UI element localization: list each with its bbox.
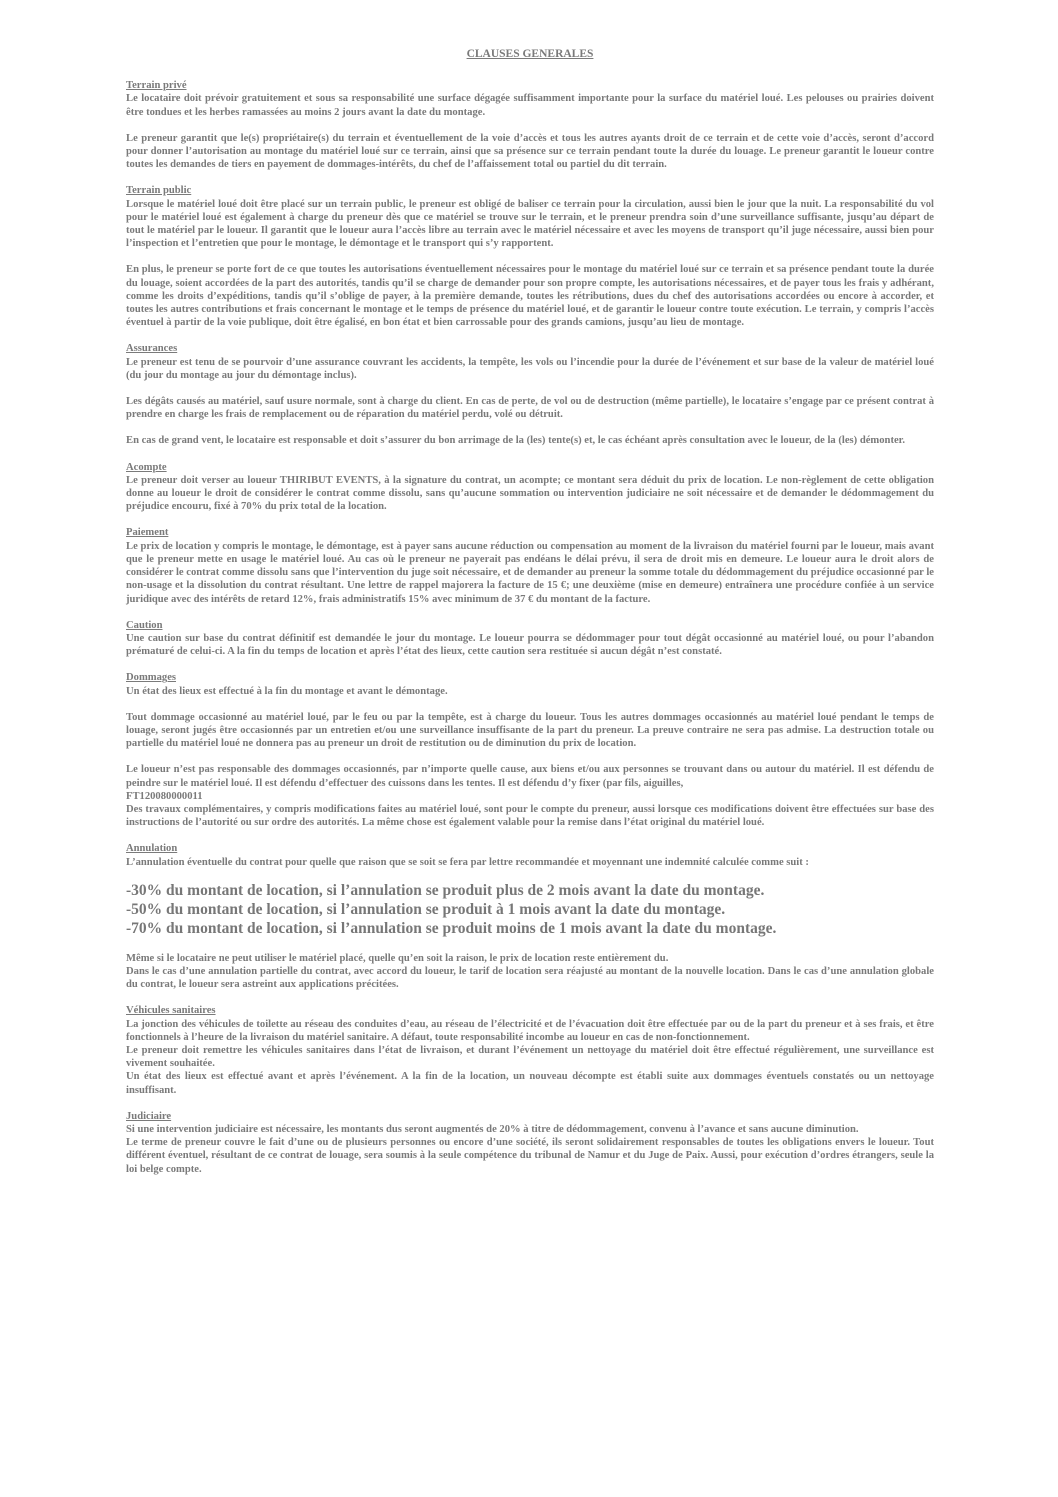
section-heading: Paiement: [126, 527, 169, 539]
section-heading: Dommages: [126, 672, 177, 684]
section-judiciaire: [126, 1110, 934, 1176]
section-heading: Acompte: [126, 461, 167, 473]
document-page: [126, 48, 934, 1189]
section-heading: Annulation: [126, 843, 178, 855]
list-item: -50% du montant de location, si l’annulation se produit à 1 mois avant la date du montage.: [126, 900, 726, 918]
paragraph: La jonction des véhicules de toilette au réseau des conduites d’eau, au réseau de l’électricité et de l’évacuation doit être effectuée par ou de la part du preneur et à ses frais, et être fonctionnels à l’heure de la livraison du matériel sanitaire. A défaut, toute responsabilité incombe au loueur en cas de non-fonctionnement.: [126, 1018, 934, 1043]
paragraph: Le prix de location y compris le montage, le démontage, est à payer sans aucune réduction ou compensation au moment de la livraison du matériel fourni par le loueur, mais avant que le preneur mette en usage le matériel loué. Au cas où le preneur ne payerait pas endéans le délai prévu, il sera de droit mis en demeure. Le loueur aura le droit alors de considérer le contrat comme dissolu sans que l’intervention du juge soit nécessaire, et de demander au preneur la somme totale du dédommagement du préjudice occasionné par le non-usage et la dissolution du contrat résultant. Une lettre de rappel majorera la facture de 15 €; une deuxième (mise en demeure) entraînera une procédure confiée à un service juridique avec des intérêts de retard 12%, frais administratifs 15% avec minimum de 37 € du montant de la facture.: [126, 540, 934, 605]
paragraph: Le preneur garantit que le(s) propriétaire(s) du terrain et éventuellement de la voie d’accès et tous les autres ayants droit de ce terrain et de cette voie d’accès, seront d’accord pour donner l’autorisation au montage du matériel loué sur ce terrain, ainsi que sa présence sur ce terrain pendant toute la durée du louage. Le preneur garantit le loueur contre toutes les demandes de tiers en payement de dommages-intérêts, du chef de l’affaissement total ou partiel du dit terrain.: [126, 132, 934, 171]
cancellation-fee-list: [126, 881, 934, 938]
paragraph: En cas de grand vent, le locataire est responsable et doit s’assurer du bon arrimage de la (les) tente(s) et, le cas échéant après consultation avec le loueur, de la (les) démonter.: [126, 435, 906, 447]
section-heading: Caution: [126, 619, 163, 631]
paragraph: Le terme de preneur couvre le fait d’une ou de plusieurs personnes ou encore d’une société, ils seront solidairement responsables de toutes les obligations envers le loueur. Tout différent éventuel, résultant de ce contrat de louage, sera soumis à la seule compétence du tribunal de Namur et du Juge de Paix. Aussi, pour exécution d’ordres étrangers, seule la loi belge compte.: [126, 1137, 934, 1175]
paragraph: Même si le locataire ne peut utiliser le matériel placé, quelle qu’en soit la raison, le prix de location reste entièrement du.: [126, 952, 669, 964]
page-title: CLAUSES GENERALES: [466, 48, 594, 60]
paragraph: Le preneur doit verser au loueur THIRIBUT EVENTS, à la signature du contrat, un acompte; ce montant sera déduit du prix de location. Le non-règlement de cette obligation donne au loueur le droit de considérer le contrat comme dissolu, sans qu’aucune sommation ou intervention judiciaire ne soit nécessaire et de demander le dédommagement du préjudice encouru, fixé à 70% du prix total de la location.: [126, 474, 934, 513]
paragraph: Un état des lieux est effectué à la fin du montage et avant le démontage.: [126, 685, 448, 697]
paragraph: Un état des lieux est effectué avant et après l’événement. A la fin de la location, un nouveau décompte est établi suite aux dommages éventuels constatés ou un nettoyage insuffisant.: [126, 1071, 934, 1096]
document-reference: FT120080000011: [126, 790, 203, 802]
paragraph: Si une intervention judiciaire est nécessaire, les montants dus seront augmentés de 20% à titre de dédommagement, convenu à l’avance et sans aucune diminution.: [126, 1123, 859, 1135]
section-vehicules-sanitaires: [126, 1004, 934, 1096]
section-heading: Véhicules sanitaires: [126, 1005, 216, 1017]
section-paiement: [126, 526, 934, 605]
section-terrain-public: [126, 184, 934, 329]
paragraph: En plus, le preneur se porte fort de ce que toutes les autorisations éventuellement nécessaires pour le montage du matériel loué sur ce terrain et sa présence pendant toute la durée du louage, soient accordées de la part des autorités, tandis qu’il se charge de demander pour son propre compte, les autorisations nécessaires, et de payer tous les frais y adhérant, comme les droits d’expéditions, tandis qu’il s’oblige de payer, à la première demande, toutes les rétributions, dues du chef des autorisations accordées ou encore à accorder, et toutes les autres contributions et frais concernant le montage et le temps de présence du matériel loué, et de garantir le loueur contre toute exécution. Le terrain, y compris l’accès éventuel à partir de la voie publique, doit être égalisé, en bon état et bien carrossable pour des grands camions, jusqu’au lieu de montage.: [126, 264, 934, 329]
section-acompte: [126, 461, 934, 514]
section-heading: Terrain privé: [126, 80, 187, 92]
section-heading: Assurances: [126, 343, 178, 355]
paragraph: Dans le cas d’une annulation partielle du contrat, avec accord du loueur, le tarif de location sera réajusté au montant de la nouvelle location. Dans le cas d’une annulation globale du contrat, le loueur sera astreint aux applications précitées.: [126, 965, 934, 991]
paragraph: Une caution sur base du contrat définitif est demandée le jour du montage. Le loueur pourra se dédommager pour tout dégât occasionné au matériel loué, ou pour l’abandon prématuré de celui-ci. A la fin du temps de location et après l’état des lieux, cette caution sera restituée si aucun dégât n’est constaté.: [126, 632, 934, 658]
paragraph: Le preneur est tenu de se pourvoir d’une assurance couvrant les accidents, la tempête, les vols ou l’incendie pour la durée de l’événement et sur base de la valeur de matériel loué (du jour du montage au jour du démontage inclus).: [126, 356, 934, 381]
list-item: -70% du montant de location, si l’annulation se produit moins de 1 mois avant la date du montage.: [126, 919, 777, 937]
paragraph: Le loueur n’est pas responsable des dommages occasionnés, par n’importe quelle cause, aux biens et/ou aux personnes se trouvant dans ou autour du matériel. Il est défendu de peindre sur le matériel loué. Il est défendu d’effectuer des cuissons dans les tentes. Il est défendu d’y fixer (par fils, aiguilles,: [126, 764, 934, 789]
section-terrain-prive: [126, 79, 934, 171]
list-item: -30% du montant de location, si l’annulation se produit plus de 2 mois avant la date du montage.: [126, 881, 765, 899]
paragraph: Tout dommage occasionné au matériel loué, par le feu ou par la tempête, est à charge du loueur. Tous les autres dommages occasionnés au matériel loué pendant le temps de louage, seront jugés être occasionnés par un entretien et/ou une surveillance insuffisante de la part du preneur. La preuve contraire ne sera pas admise. La destruction totale ou partielle du matériel loué ne donnera pas au preneur un droit de restitution ou de diminution du prix de location.: [126, 711, 934, 750]
section-annulation: [126, 842, 934, 991]
section-caution: [126, 619, 934, 659]
section-heading: Judiciaire: [126, 1110, 172, 1122]
section-dommages: [126, 671, 934, 829]
paragraph: L’annulation éventuelle du contrat pour quelle que raison que se soit se fera par lettre recommandée et moyennant une indemnité calculée comme suit :: [126, 856, 809, 868]
paragraph: Les dégâts causés au matériel, sauf usure normale, sont à charge du client. En cas de perte, de vol ou de destruction (même partielle), le locataire s’engage par ce présent contrat à prendre en charge les frais de remplacement ou de réparation du matériel perdu, volé ou détruit.: [126, 396, 934, 421]
paragraph: Lorsque le matériel loué doit être placé sur un terrain public, le preneur est obligé de baliser ce terrain pour la circulation, aussi bien le jour que la nuit. La responsabilité du vol pour le matériel loué est également à charge du preneur dès que ce matériel se trouve sur le terrain, et le preneur prendra soin d’une surveillance suffisante, jusqu’au départ de tout le matériel par le loueur. Il garantit que le loueur aura l’accès libre au terrain avec le matériel nécessaire et avec les moyens de transport qu’il juge nécessaire, aussi bien pour l’inspection et l’entretien que pour le montage, le démontage et le transport qui s’y rapportent.: [126, 198, 934, 250]
paragraph: Des travaux complémentaires, y compris modifications faites au matériel loué, sont pour le compte du preneur, aussi lorsque ces modifications doivent être effectuées sur base des instructions de l’autorité ou sur ordre des autorités. La même chose est également valable pour la remise dans l’état original du matériel loué.: [126, 803, 934, 829]
section-heading: Terrain public: [126, 185, 192, 197]
paragraph: Le locataire doit prévoir gratuitement et sous sa responsabilité une surface dégagée suffisamment importante pour la surface du matériel loué. Les pelouses ou prairies doivent être tondues et les herbes ramassées au moins 2 jours avant la date du montage.: [126, 93, 934, 118]
section-assurances: [126, 342, 934, 447]
paragraph: Le preneur doit remettre les véhicules sanitaires dans l’état de livraison, et durant l’événement un nettoyage du matériel doit être effectué régulièrement, une surveillance est vivement souhaitée.: [126, 1044, 934, 1070]
